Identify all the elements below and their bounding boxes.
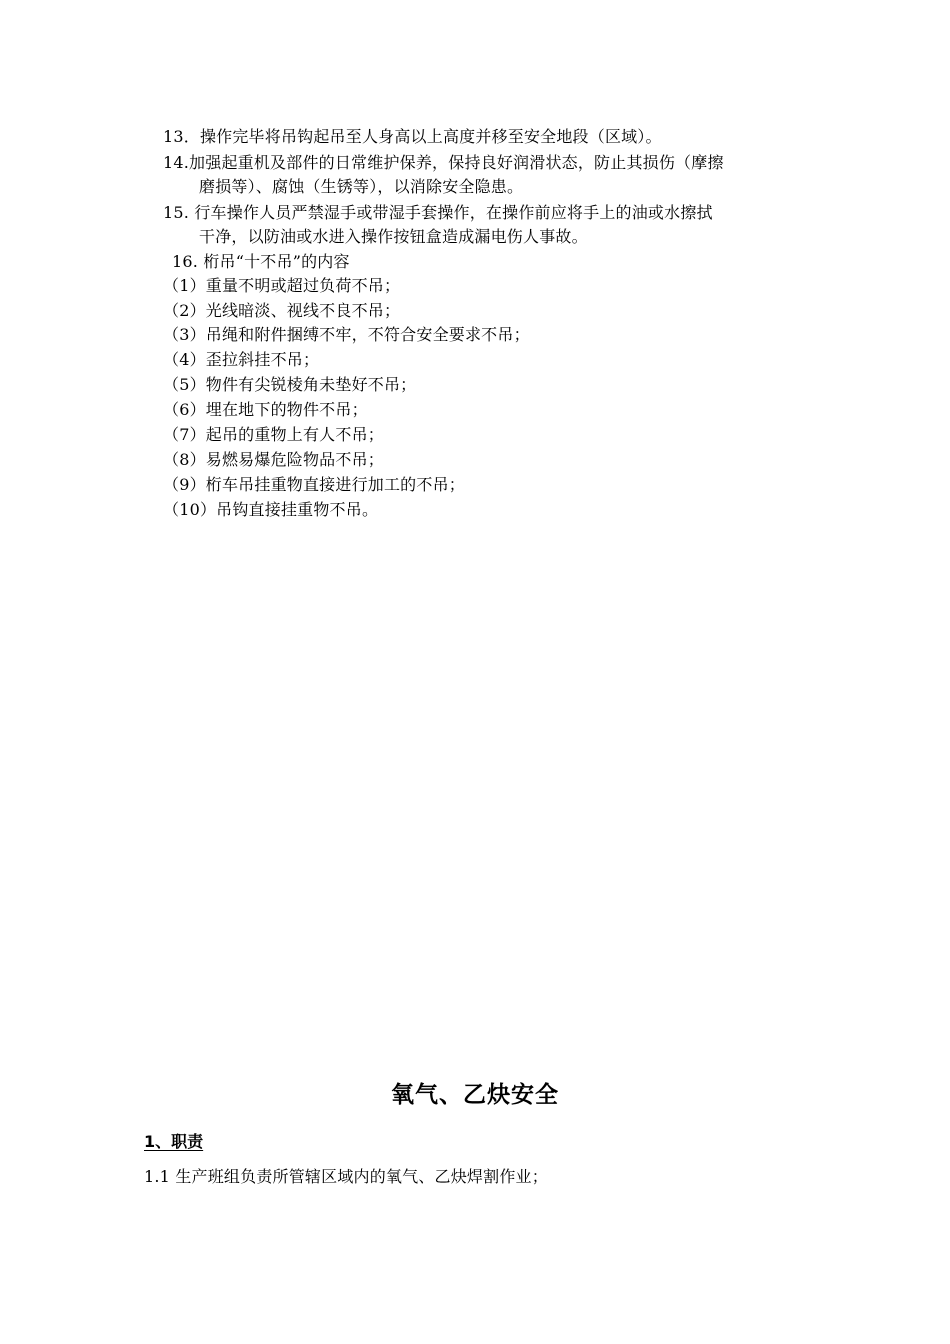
section-title: 氧气、乙炔安全	[391, 1082, 559, 1108]
ten-rules-item-2: （2）光线暗淡、视线不良不吊；	[163, 301, 401, 320]
list-item-15-line-2: 干净，以防油或水进入操作按钮盒造成漏电伤人事故。	[199, 227, 588, 246]
list-item-14-line-2: 磨损等）、腐蚀（生锈等），以消除安全隐患。	[199, 177, 524, 196]
list-item-16: 16. 桁吊“十不吊”的内容	[172, 252, 350, 271]
ten-rules-item-5: （5）物件有尖锐棱角未垫好不吊；	[163, 375, 417, 394]
ten-rules-item-4: （4）歪拉斜挂不吊；	[163, 350, 320, 369]
list-item-15-line-1: 15. 行车操作人员严禁湿手或带湿手套操作，在操作前应将手上的油或水擦拭	[163, 203, 713, 222]
list-item-13: 13．操作完毕将吊钩起吊至人身高以上高度并移至安全地段（区域）。	[163, 127, 662, 146]
list-item-14-line-1: 14.加强起重机及部件的日常维护保养，保持良好润滑状态，防止其损伤（摩擦	[163, 153, 724, 172]
ten-rules-item-8: （8）易燃易爆危险物品不吊；	[163, 450, 384, 469]
ten-rules-item-6: （6）埋在地下的物件不吊；	[163, 400, 368, 419]
responsibilities-heading: 1、职责	[144, 1132, 204, 1151]
ten-rules-item-10: （10）吊钩直接挂重物不吊。	[163, 500, 379, 519]
ten-rules-item-1: （1）重量不明或超过负荷不吊；	[163, 276, 401, 295]
ten-rules-item-3: （3）吊绳和附件捆缚不牢，不符合安全要求不吊；	[163, 325, 530, 344]
paragraph-1-1: 1.1 生产班组负责所管辖区域内的氧气、乙炔焊割作业；	[144, 1167, 548, 1186]
ten-rules-item-9: （9）桁车吊挂重物直接进行加工的不吊；	[163, 475, 465, 494]
ten-rules-item-7: （7）起吊的重物上有人不吊；	[163, 425, 384, 444]
